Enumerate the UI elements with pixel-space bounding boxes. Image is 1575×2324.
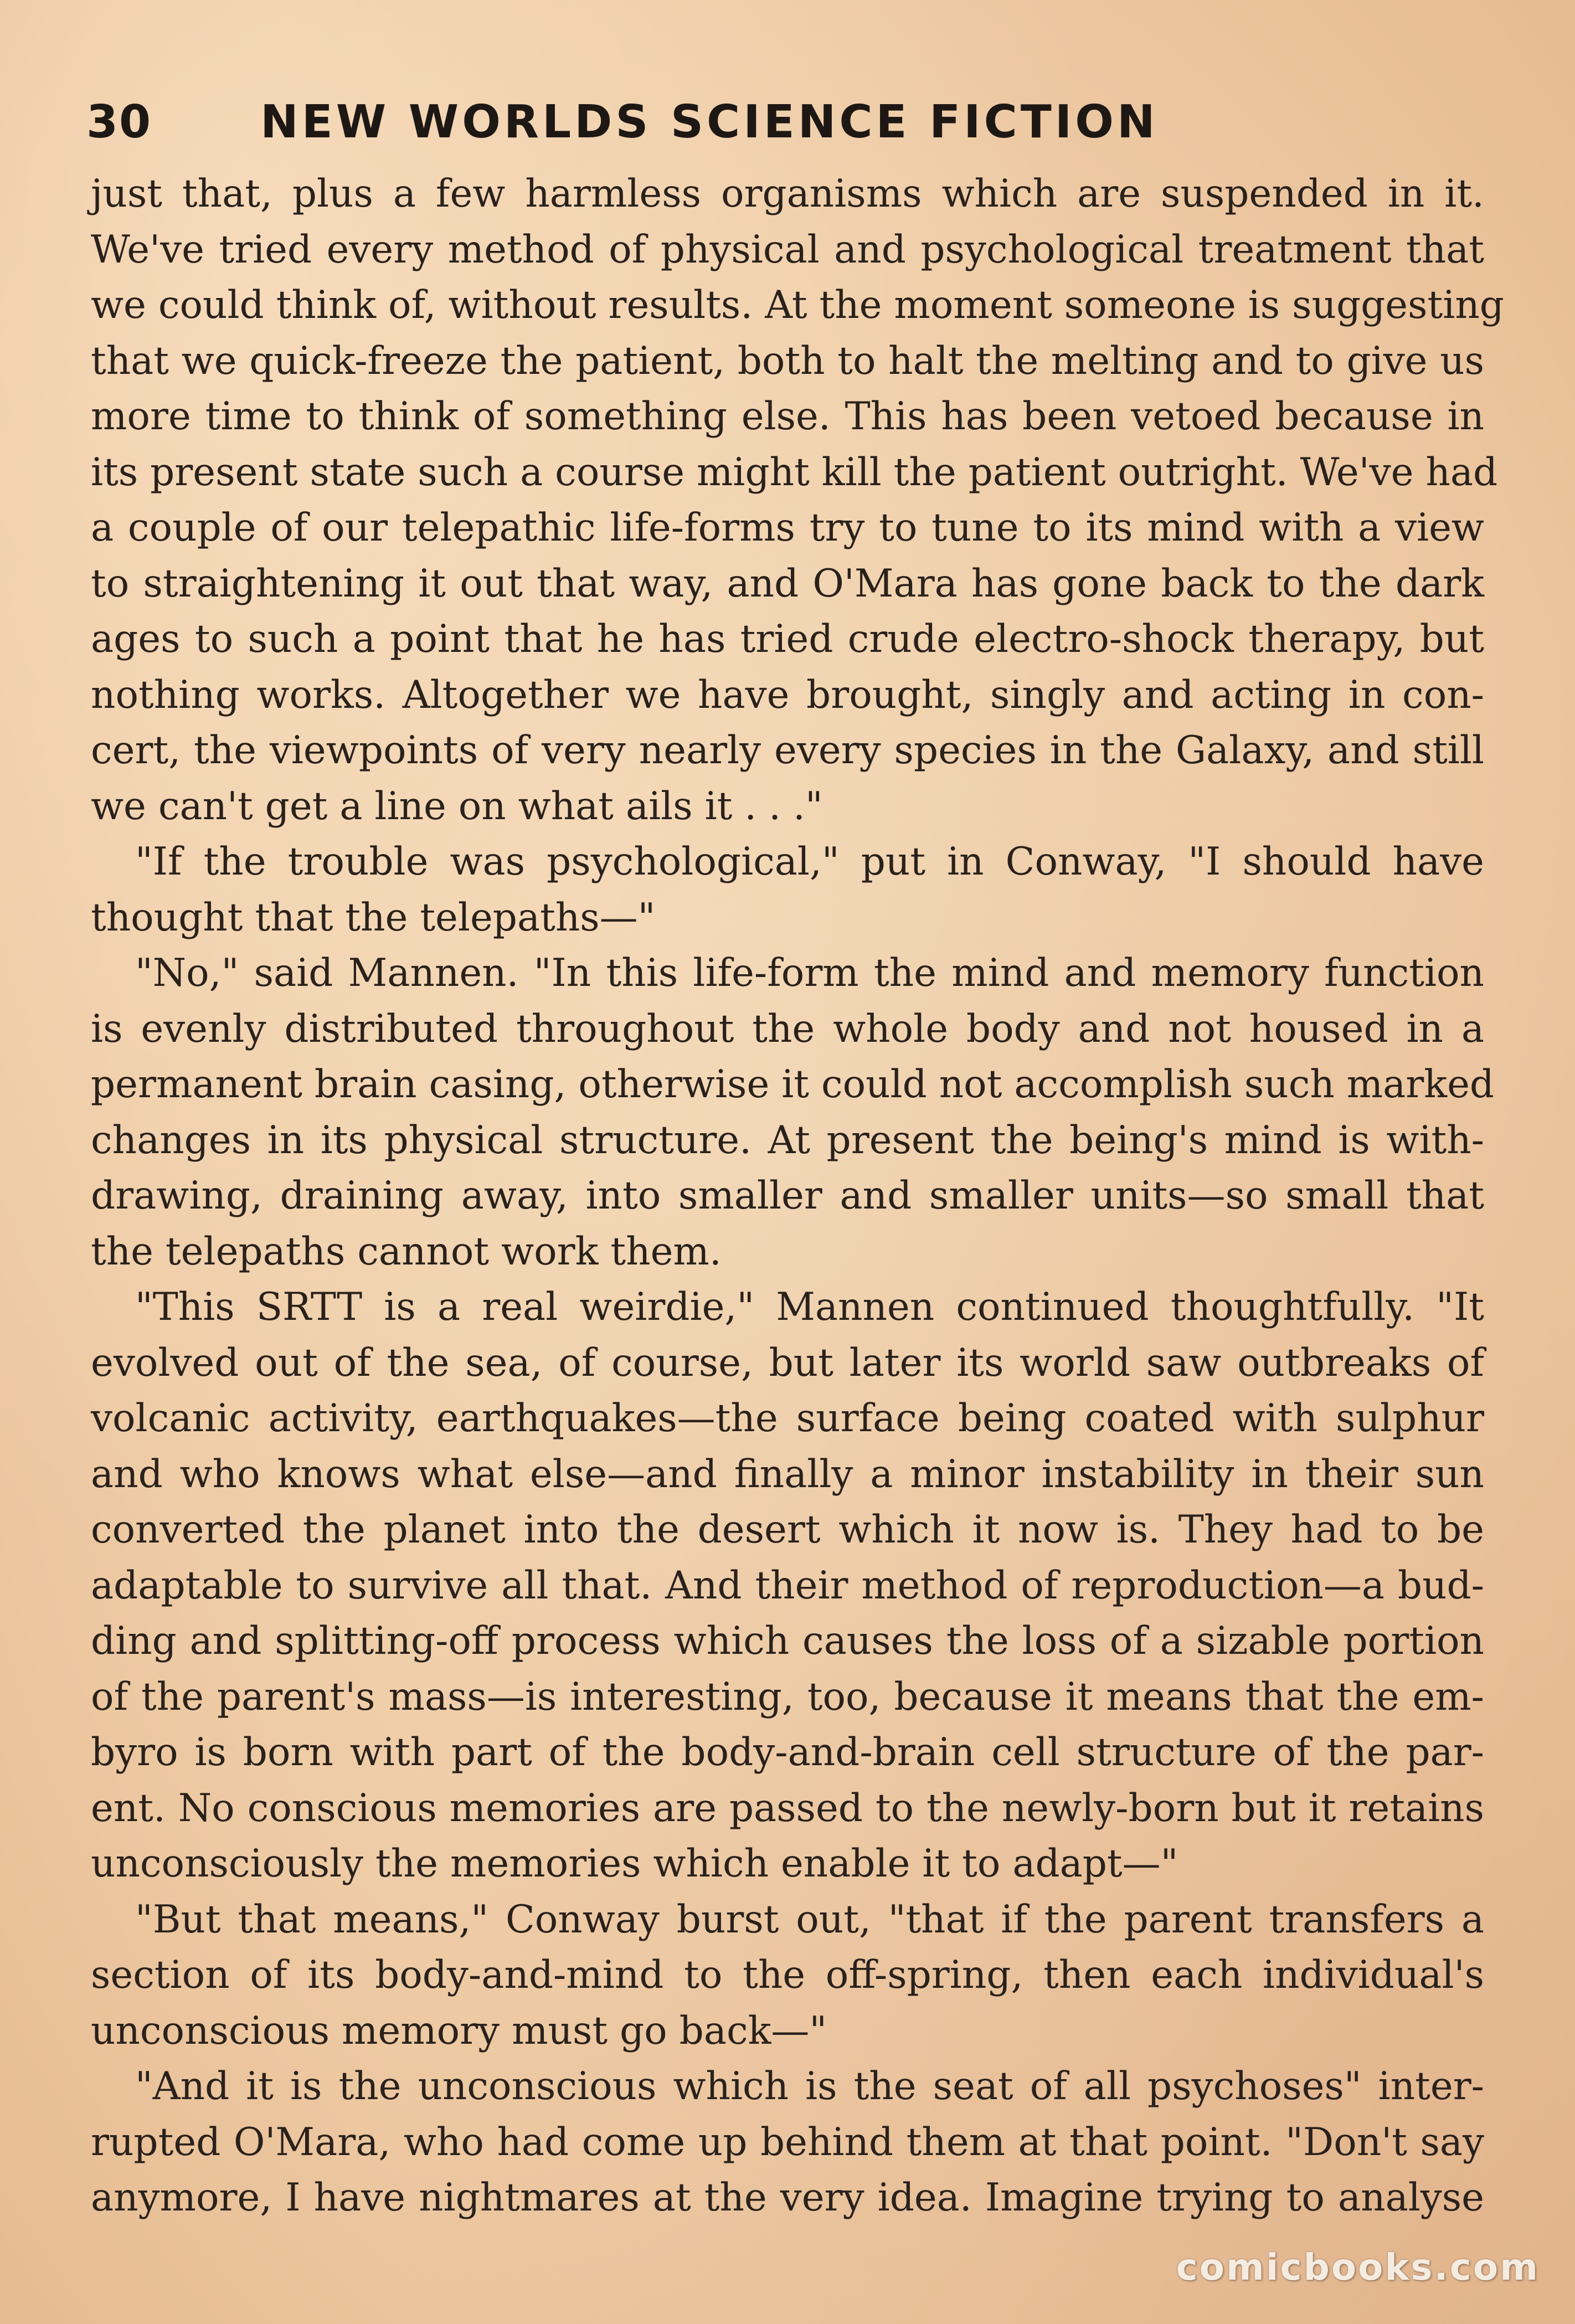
story-text [91,166,1504,2226]
text-line: a couple of our telepathic life-forms try to tune to its mind with a view [91,506,1484,550]
text-line: its present state such a course might kill the patient outright. We've had [91,450,1498,495]
text-line: of the parent's mass—is interesting, too, because it means that the em- [91,1674,1484,1719]
text-line: nothing works. Altogether we have brought, singly and acting in con- [91,672,1484,717]
text-line: the telepaths cannot work them. [91,1229,722,1274]
page-number: 30 [86,95,152,148]
text-line: unconscious memory must go back—" [91,2008,827,2053]
text-line: "This SRTT is a real weirdie," Mannen continued thoughtfully. "It [135,1285,1484,1329]
text-line: drawing, draining away, into smaller and smaller units—so small that [91,1174,1484,1218]
text-line: volcanic activity, earthquakes—the surface being coated with sulphur [91,1396,1484,1441]
text-line: unconsciously the memories which enable it to adapt—" [91,1842,1178,1886]
text-line: is evenly distributed throughout the whole body and not housed in a [91,1006,1484,1051]
page-header [86,89,1159,155]
text-line: "If the trouble was psychological," put in Conway, "I should have [135,840,1484,884]
text-line: more time to think of something else. This has been vetoed because in [91,394,1484,439]
text-line: anymore, I have nightmares at the very idea. Imagine trying to analyse [91,2176,1484,2220]
text-line: "But that means," Conway burst out, "that if the parent transfers a [135,1897,1484,1942]
text-line: thought that the telepaths—" [91,895,656,940]
text-line: we could think of, without results. At the moment someone is suggesting [91,283,1504,327]
text-line: evolved out of the sea, of course, but later its world saw outbreaks of [91,1340,1484,1385]
text-line: permanent brain casing, otherwise it could not accomplish such marked [91,1062,1495,1107]
text-line: "No," said Mannen. "In this life-form the mind and memory function [135,951,1484,995]
text-line: converted the planet into the desert which it now is. They had to be [91,1508,1484,1552]
text-line: just that, plus a few harmless organisms which are suspended in it. [91,172,1484,216]
text-line: "And it is the unconscious which is the seat of all psychoses" inter- [135,2064,1484,2109]
text-line: ages to such a point that he has tried crude electro-shock therapy, but [91,617,1484,661]
text-line: that we quick-freeze the patient, both to halt the melting and to give us [91,338,1484,383]
text-line: section of its body-and-mind to the off-spring, then each individual's [91,1953,1484,1997]
text-line: to straightening it out that way, and O'Mara has gone back to the dark [91,561,1484,606]
text-line: We've tried every method of physical and psychological treatment that [91,227,1484,272]
text-line: changes in its physical structure. At present the being's mind is with- [91,1118,1484,1163]
text-line: and who knows what else—and finally a minor instability in their sun [91,1452,1484,1497]
text-line: byro is born with part of the body-and-brain cell structure of the par- [91,1730,1484,1775]
text-line: adaptable to survive all that. And their method of reproduction—a bud- [91,1563,1484,1608]
text-line: ent. No conscious memories are passed to the newly-born but it retains [91,1786,1484,1831]
site-watermark: comicbooks.com [1176,2246,1540,2289]
text-line: ding and splitting-off process which causes the loss of a sizable portion [91,1619,1484,1663]
running-title: NEW WORLDS SCIENCE FICTION [260,95,1159,148]
text-line: rupted O'Mara, who had come up behind them at that point. "Don't say [91,2120,1484,2164]
text-line: we can't get a line on what ails it . . ." [91,784,823,829]
text-line: cert, the viewpoints of very nearly every species in the Galaxy, and still [91,728,1484,773]
